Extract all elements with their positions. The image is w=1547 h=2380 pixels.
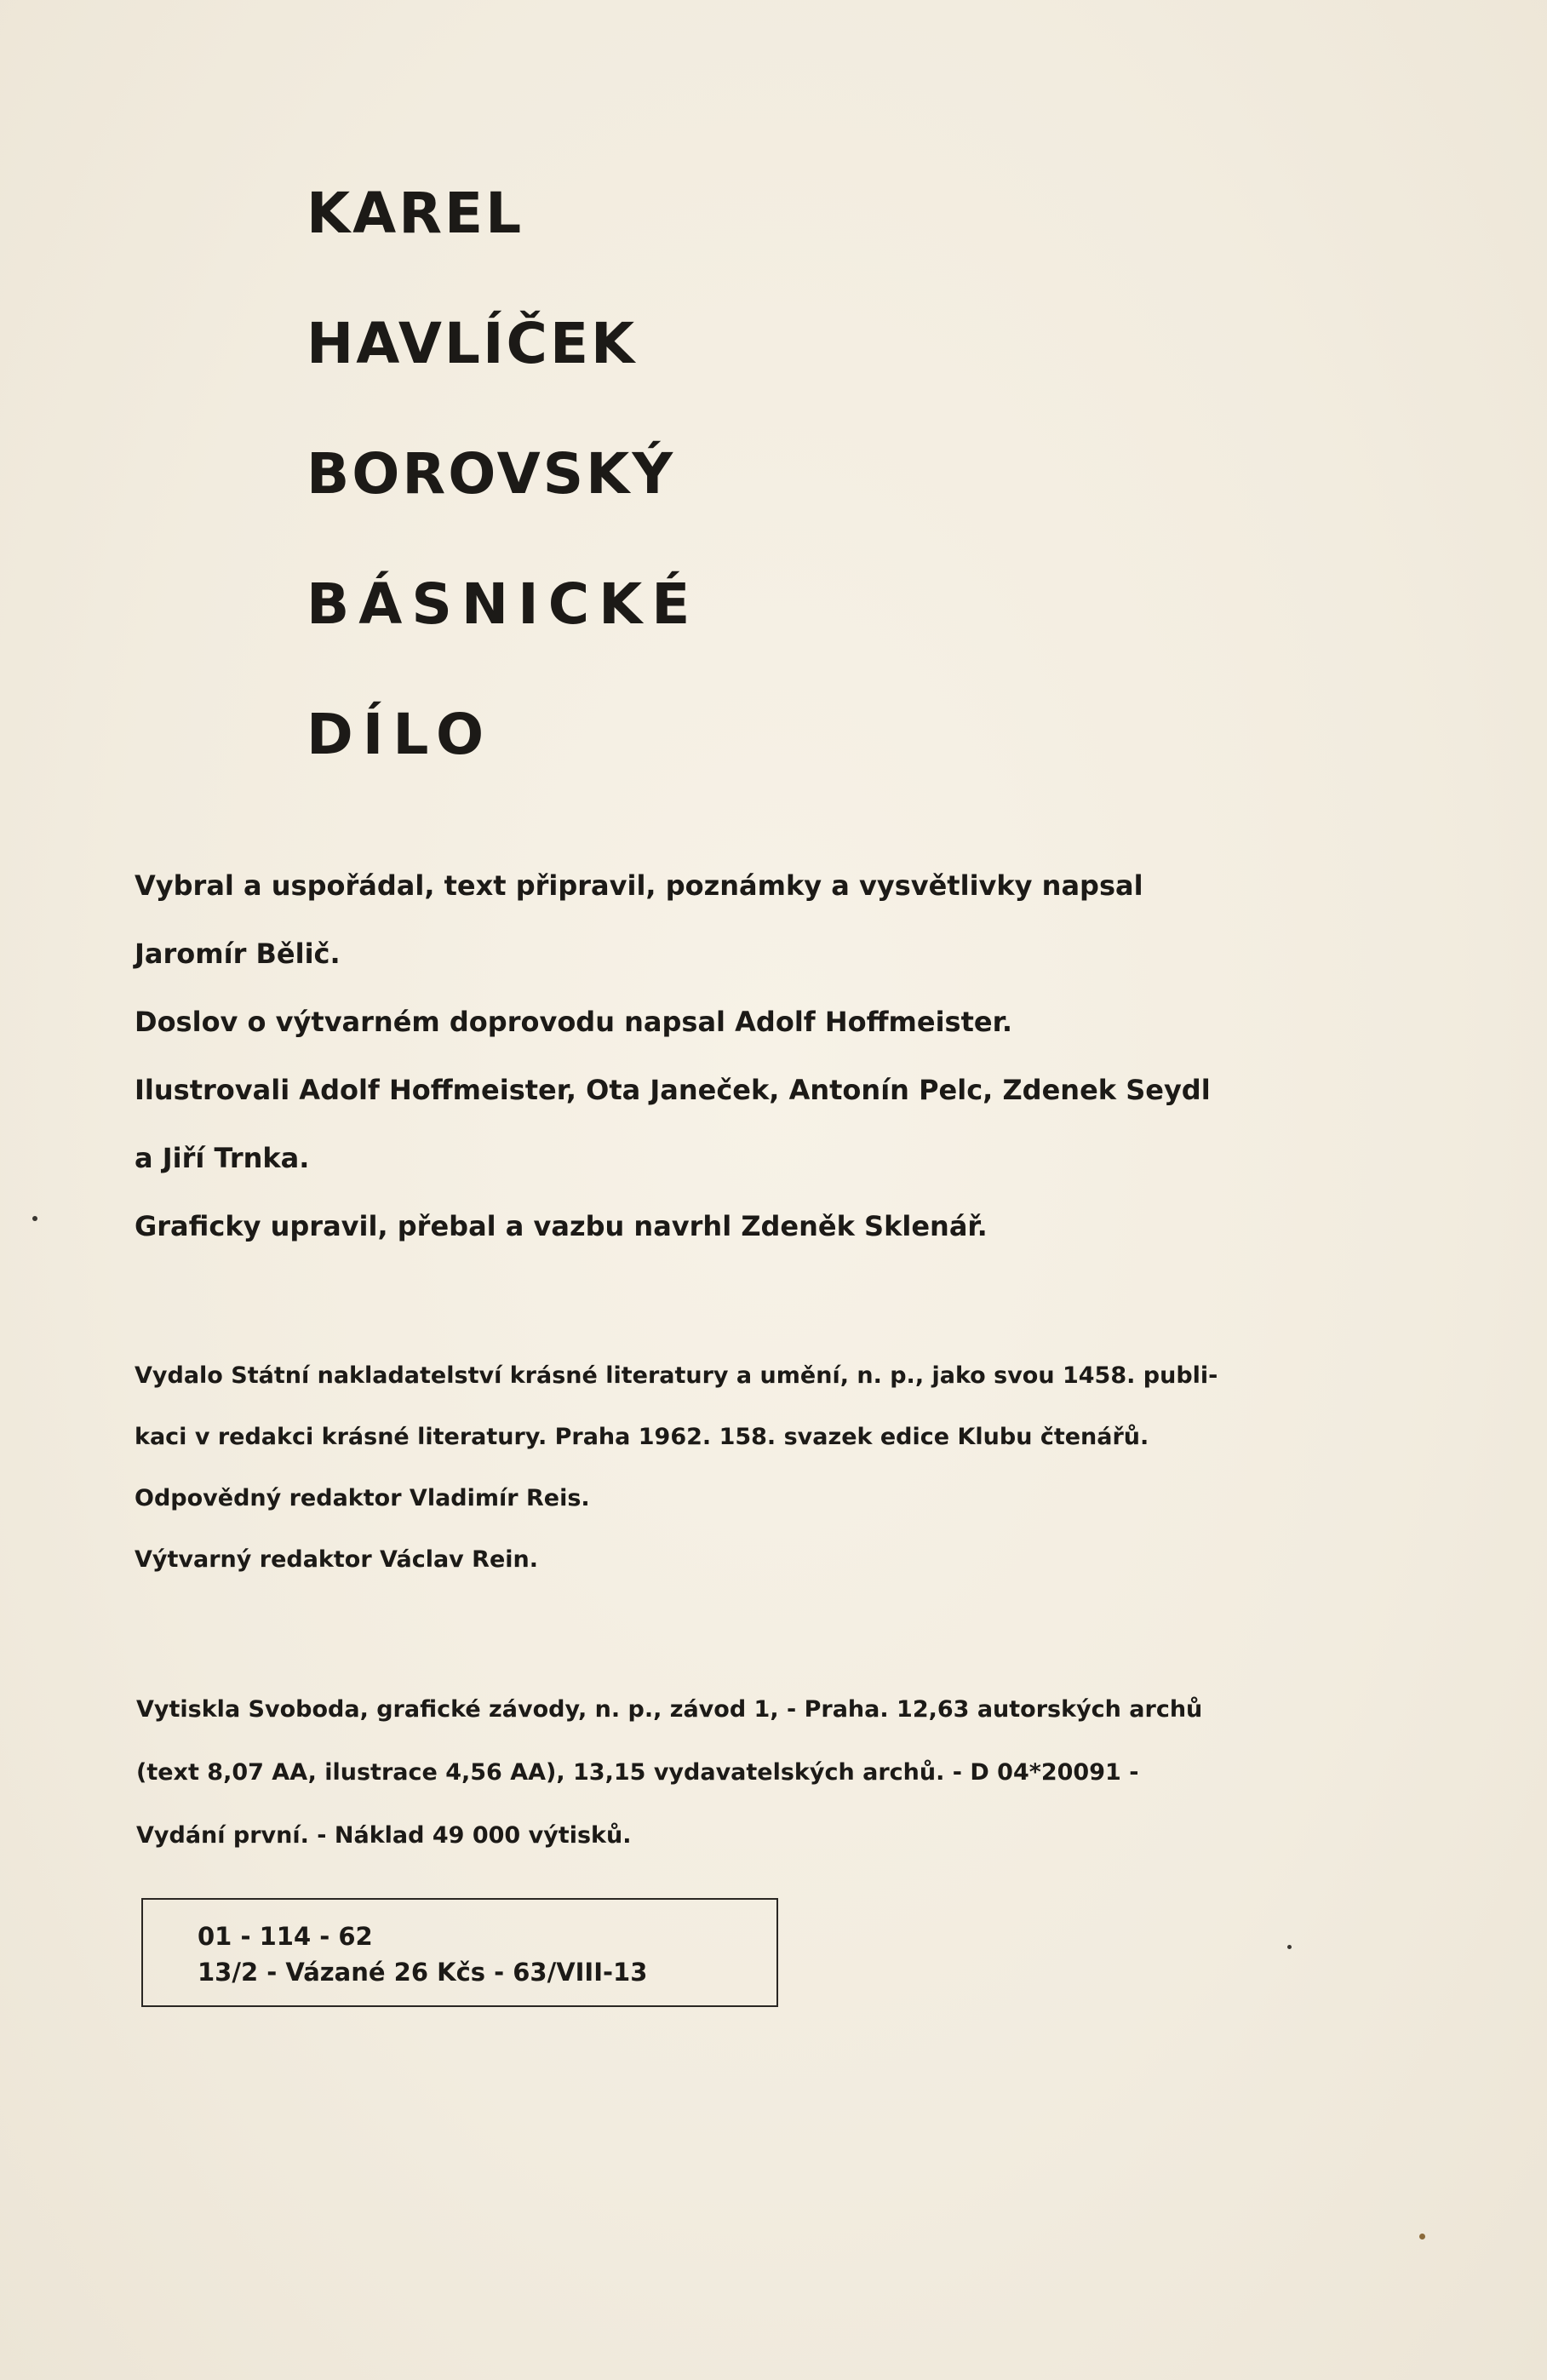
credit-line: Jaromír Bělič. (135, 938, 341, 970)
title-line-author-first: KAREL (307, 181, 524, 246)
publisher-block (135, 1361, 1395, 1606)
title-line-work-1: BÁSNICKÉ (307, 571, 700, 637)
credit-line: a Jiří Trnka. (135, 1142, 310, 1174)
title-line-author-last: BOROVSKÝ (307, 441, 676, 507)
catalog-number: 01 - 114 - 62 (198, 1922, 373, 1951)
publisher-line: Výtvarný redaktor Václav Rein. (135, 1546, 539, 1573)
credit-line: Vybral a uspořádal, text připravil, poznámky a vysvětlivky napsal (135, 869, 1143, 902)
title-line-work-2: DÍLO (307, 702, 494, 767)
printer-line: Vydání první. - Náklad 49 000 výtisků. (136, 1822, 632, 1849)
credits-block (135, 869, 1378, 1277)
credit-line: Graficky upravil, přebal a vazbu navrhl Zdeněk Sklenář. (135, 1210, 988, 1242)
credit-line: Ilustrovali Adolf Hoffmeister, Ota Janeček, Antonín Pelc, Zdenek Seydl (135, 1074, 1211, 1106)
publisher-line: kaci v redakci krásné literatury. Praha 1962. 158. svazek edice Klubu čtenářů. (135, 1424, 1149, 1450)
paper-speck (32, 1216, 37, 1221)
publisher-line: Vydalo Státní nakladatelství krásné literatury a umění, n. p., jako svou 1458. publi- (135, 1362, 1218, 1389)
catalog-price-line: 13/2 - Vázané 26 Kčs - 63/VIII-13 (198, 1958, 648, 1987)
printer-line: Vytiskla Svoboda, grafické závody, n. p., závod 1, - Praha. 12,63 autorských archů (136, 1696, 1203, 1723)
printer-line: (text 8,07 AA, ilustrace 4,56 AA), 13,15 vydavatelských archů. - D 04*20091 - (136, 1759, 1139, 1786)
book-title (307, 181, 1073, 837)
catalog-box (141, 1898, 778, 2007)
title-line-author-middle: HAVLÍČEK (307, 311, 638, 376)
paper-speck (1419, 2234, 1425, 2239)
credit-line: Doslov o výtvarném doprovodu napsal Adolf Hoffmeister. (135, 1006, 1012, 1038)
publisher-line: Odpovědný redaktor Vladimír Reis. (135, 1485, 590, 1511)
printer-block (136, 1695, 1396, 1884)
paper-speck (1287, 1945, 1292, 1949)
